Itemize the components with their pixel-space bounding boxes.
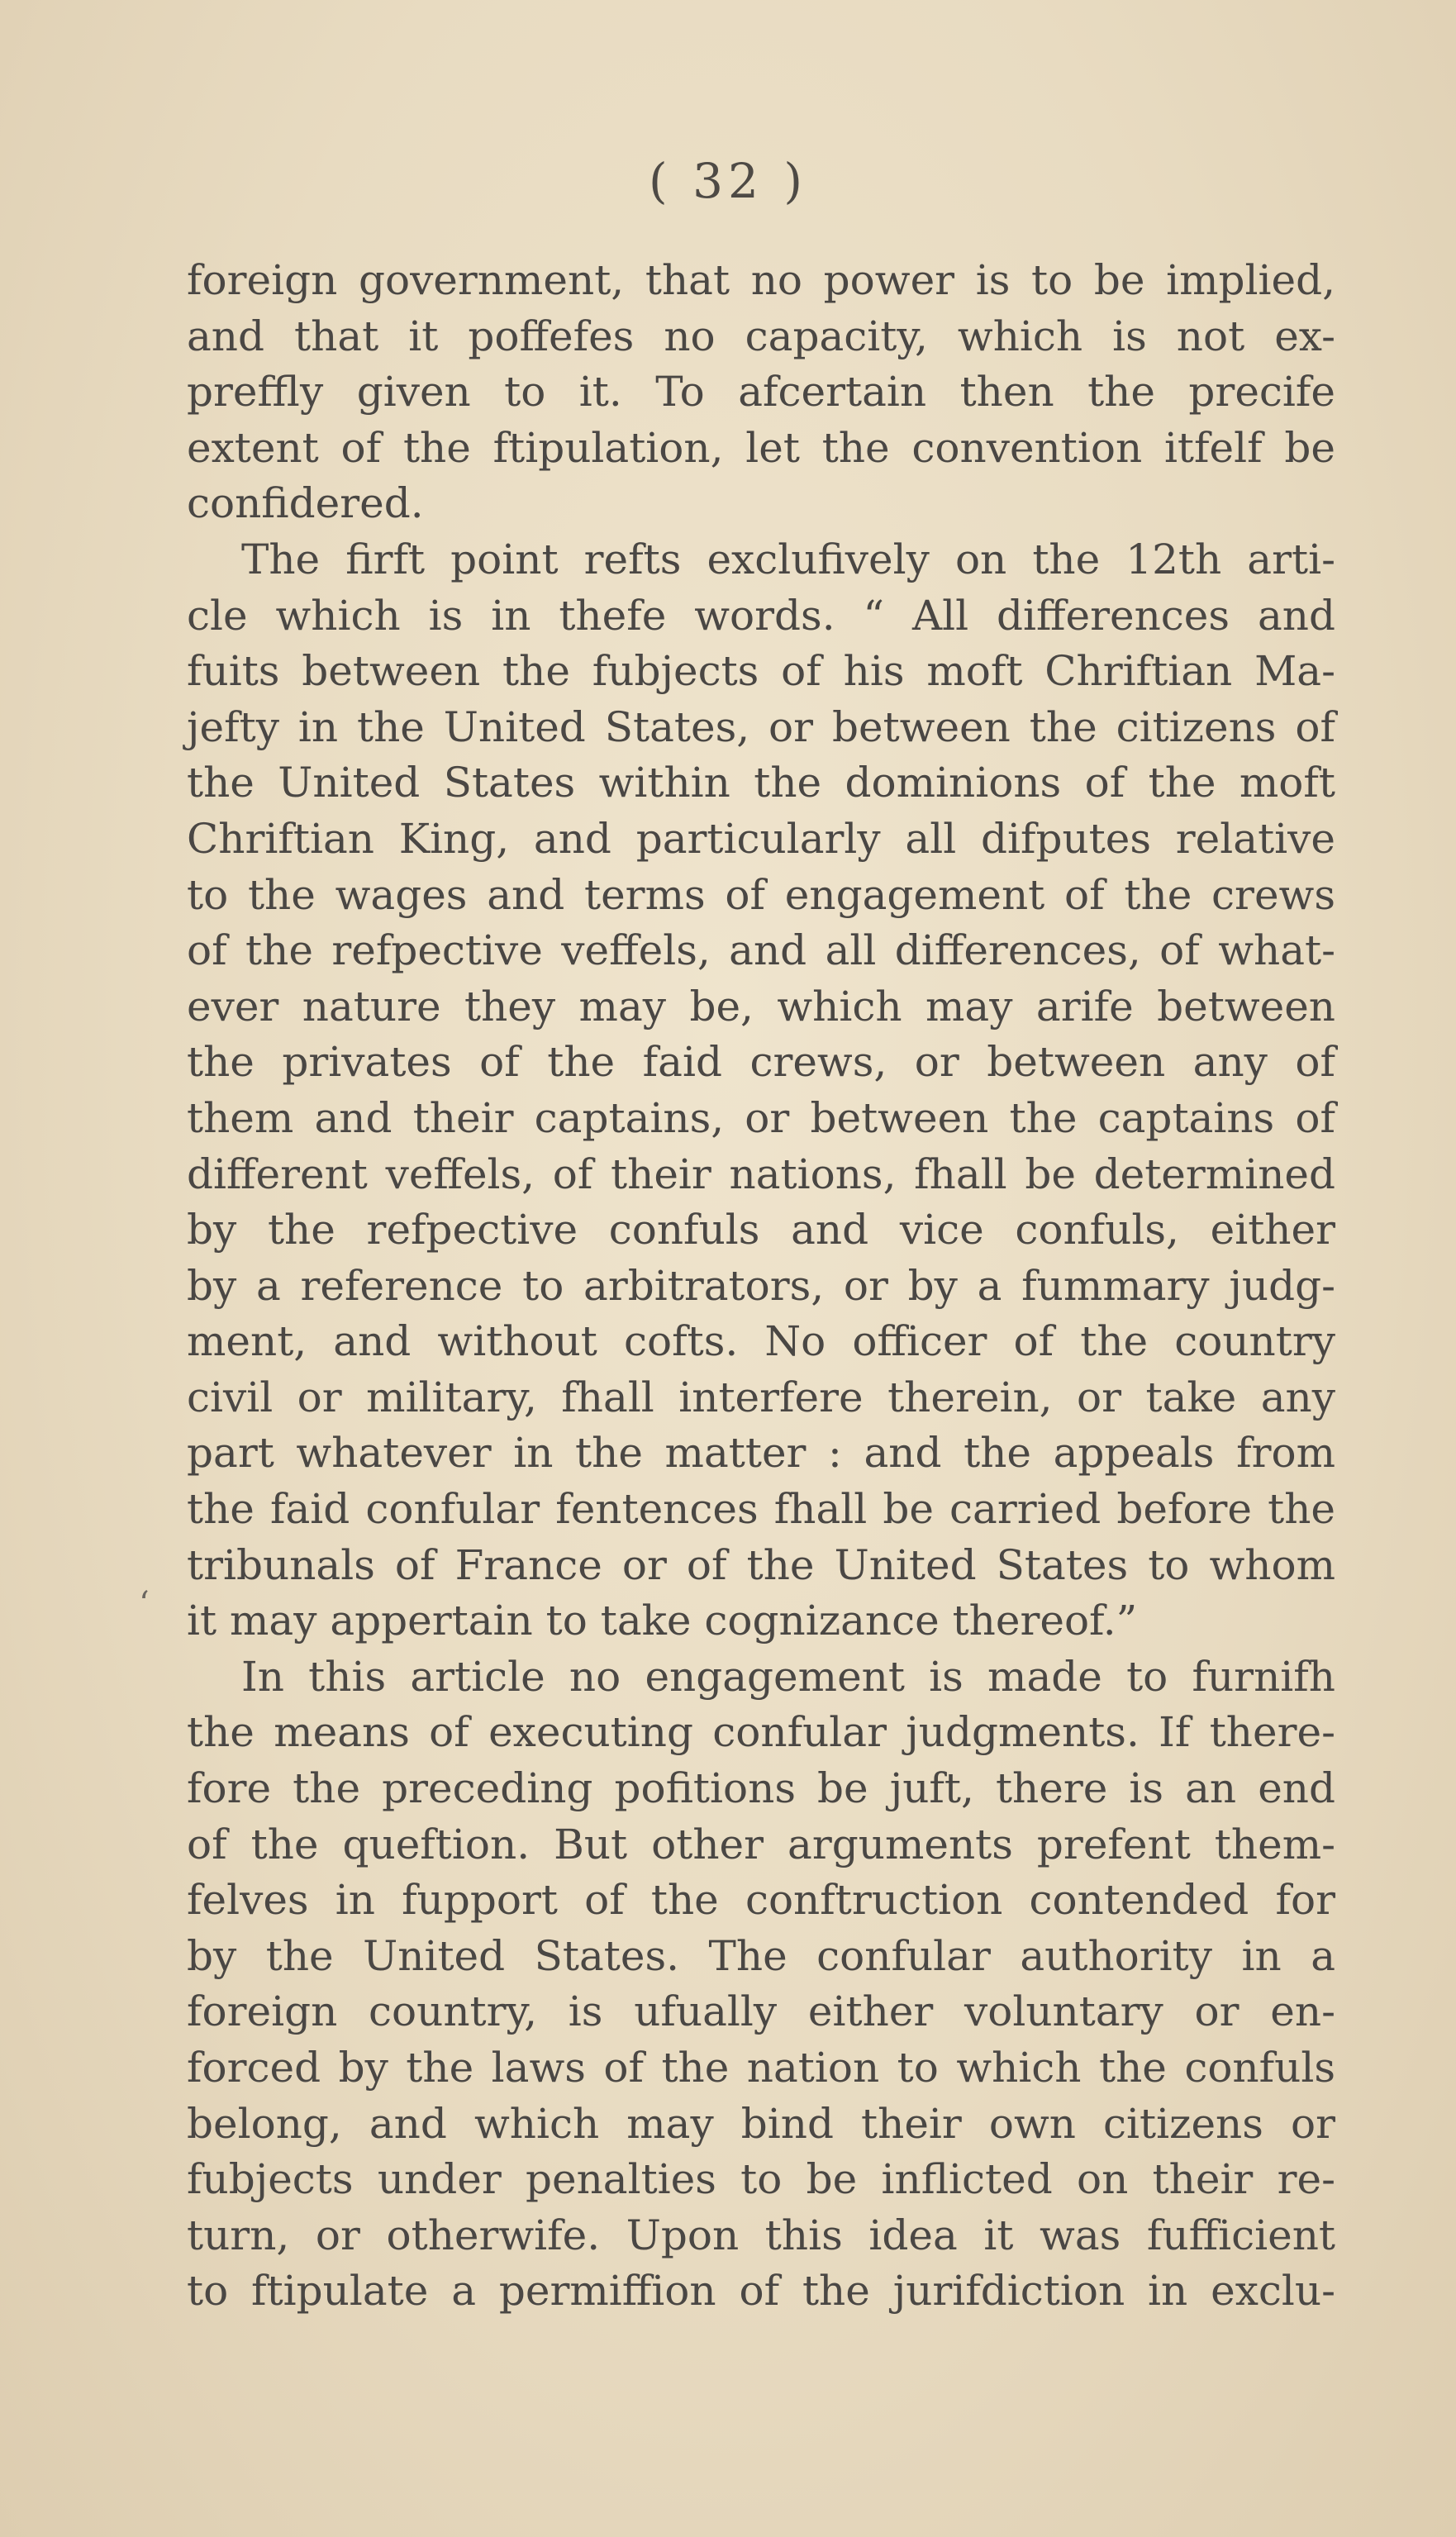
text-line: them and their captains, or between the captains of [187,1093,1335,1142]
text-line: of the refpective veffels, and all differences, of what- [187,926,1335,975]
text-line: the faid confular fentences fhall be carried before the [187,1485,1335,1534]
text-line: turn, or otherwife. Upon this idea it was fufficient [187,2211,1335,2259]
text-line: jefty in the United States, or between the citizens of [187,702,1335,751]
text-line: felves in fupport of the conftruction contended for [187,1876,1335,1925]
text-line: fore the preceding pofitions be juft, there is an end [187,1764,1335,1813]
text-line: part whatever in the matter : and the appeals from [187,1429,1335,1478]
text-line: civil or military, fhall interfere therein, or take any [187,1373,1335,1421]
text-line: extent of the ftipulation, let the convention itfelf be [187,423,1335,472]
text-line: different veffels, of their nations, fhall be determined [187,1150,1335,1198]
body-text [187,253,1335,2320]
text-line: In this article no engagement is made to furnifh [241,1652,1335,1701]
text-line: preffly given to it. To afcertain then the precife [187,368,1335,416]
text-line: by the refpective confuls and vice confuls, either [187,1206,1335,1254]
page-number: ( 32 ) [649,153,807,209]
text-line: and that it poffefes no capacity, which is not ex- [187,312,1335,360]
text-line: of the queftion. But other arguments prefent them- [187,1820,1335,1868]
text-line: ment, and without cofts. No officer of the country [187,1317,1335,1366]
text-line: to the wages and terms of engagement of the crews [187,870,1335,919]
text-line: it may appertain to take cognizance thereof.” [187,1597,1138,1645]
text-line: tribunals of France or of the United States to whom [187,1540,1335,1589]
text-line: The firft point refts exclufively on the 12th arti- [241,535,1335,583]
text-line: to ftipulate a permiffion of the jurifdiction in exclu- [187,2267,1335,2316]
text-line: by a reference to arbitrators, or by a fummary judg- [187,1261,1335,1310]
margin-mark: ‘ [139,1585,150,1623]
text-line: the United States within the dominions of the moft [187,759,1335,807]
text-line: forced by the laws of the nation to which the confuls [187,2044,1335,2092]
text-line: by the United States. The confular authority in a [187,1931,1335,1980]
text-line: ever nature they may be, which may arife between [187,982,1335,1031]
text-line: the means of executing confular judgments. If there- [187,1708,1335,1757]
text-line: cle which is in thefe words. “ All differences and [187,591,1335,640]
text-line: belong, and which may bind their own citizens or [187,2099,1335,2148]
text-line: confidered. [187,479,424,528]
text-line: fubjects under penalties to be inflicted on their re- [187,2155,1335,2204]
text-line: fuits between the fubjects of his moft Chriftian Ma- [187,647,1335,696]
text-line: the privates of the faid crews, or between any of [187,1038,1335,1087]
text-line: Chriftian King, and particularly all difputes relative [187,814,1335,863]
text-line: foreign government, that no power is to be implied, [187,256,1335,304]
text-line: foreign country, is ufually either voluntary or en- [187,1987,1335,2036]
